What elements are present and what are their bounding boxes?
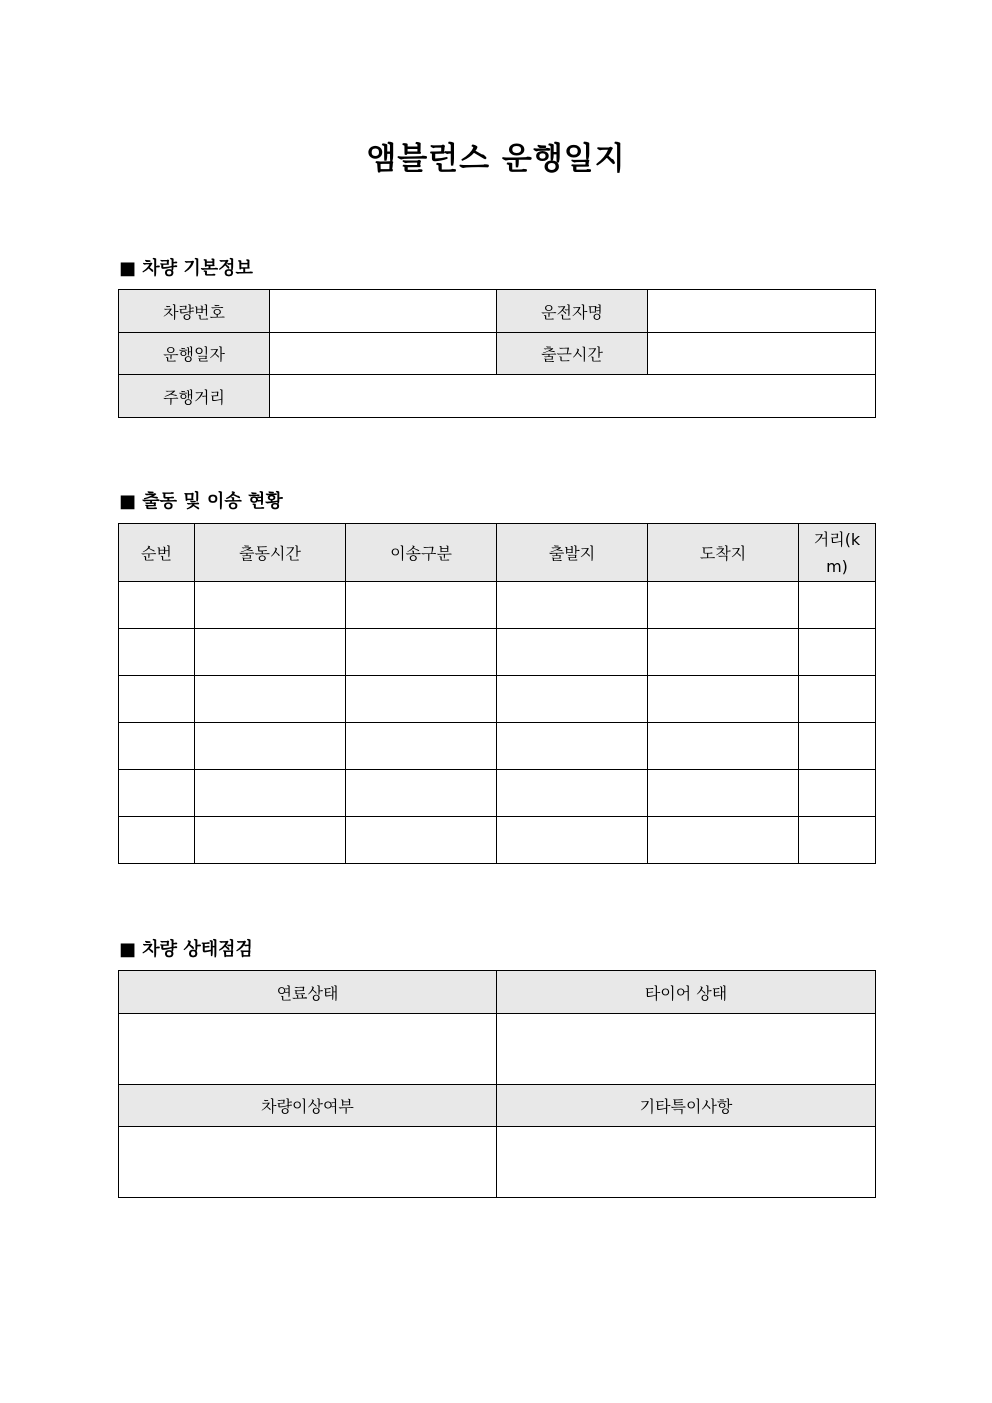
section-heading-dispatch: ■ 출동 및 이송 현황 xyxy=(119,491,283,512)
table-cell[interactable] xyxy=(119,817,195,864)
table-cell[interactable] xyxy=(346,770,497,817)
table-cell[interactable] xyxy=(119,770,195,817)
table-cell[interactable] xyxy=(497,582,648,629)
table-cell[interactable] xyxy=(346,817,497,864)
vehicle-info-table xyxy=(118,289,876,418)
operation-date-field[interactable] xyxy=(270,333,497,375)
vehicle-number-label: 차량번호 xyxy=(119,290,270,333)
table-row xyxy=(119,723,876,770)
col-distance-line1: 거리(k xyxy=(813,529,861,549)
table-row xyxy=(119,582,876,629)
driver-name-field[interactable] xyxy=(648,290,876,333)
table-cell[interactable] xyxy=(799,723,876,770)
departure-time-label: 출근시간 xyxy=(497,333,648,375)
table-cell[interactable] xyxy=(648,817,799,864)
col-dispatch-time: 출동시간 xyxy=(195,524,346,582)
table-cell[interactable] xyxy=(497,676,648,723)
table-cell[interactable] xyxy=(799,629,876,676)
table-cell[interactable] xyxy=(648,770,799,817)
table-cell[interactable] xyxy=(799,770,876,817)
driver-name-label: 운전자명 xyxy=(497,290,648,333)
table-cell[interactable] xyxy=(195,723,346,770)
table-row xyxy=(119,770,876,817)
table-cell[interactable] xyxy=(119,629,195,676)
table-cell[interactable] xyxy=(346,676,497,723)
table-cell[interactable] xyxy=(799,582,876,629)
col-origin: 출발지 xyxy=(497,524,648,582)
table-cell[interactable] xyxy=(195,676,346,723)
table-cell[interactable] xyxy=(497,770,648,817)
col-distance xyxy=(799,524,876,582)
table-cell[interactable] xyxy=(648,723,799,770)
remarks-field[interactable] xyxy=(497,1127,876,1198)
table-cell[interactable] xyxy=(346,723,497,770)
tire-status-label: 타이어 상태 xyxy=(497,971,876,1014)
table-cell[interactable] xyxy=(648,629,799,676)
col-destination: 도착지 xyxy=(648,524,799,582)
tire-status-field[interactable] xyxy=(497,1014,876,1085)
fuel-status-field[interactable] xyxy=(119,1014,497,1085)
fuel-status-label: 연료상태 xyxy=(119,971,497,1014)
table-cell[interactable] xyxy=(195,582,346,629)
section-heading-vehicle-info: ■ 차량 기본정보 xyxy=(119,258,253,279)
table-row xyxy=(119,676,876,723)
table-cell[interactable] xyxy=(648,582,799,629)
departure-time-field[interactable] xyxy=(648,333,876,375)
table-cell[interactable] xyxy=(119,676,195,723)
operation-date-label: 운행일자 xyxy=(119,333,270,375)
col-transfer-type: 이송구분 xyxy=(346,524,497,582)
dispatch-table xyxy=(118,523,876,864)
vehicle-abnormal-field[interactable] xyxy=(119,1127,497,1198)
table-row xyxy=(119,817,876,864)
col-seq: 순번 xyxy=(119,524,195,582)
mileage-label: 주행거리 xyxy=(119,375,270,418)
table-cell[interactable] xyxy=(346,629,497,676)
table-cell[interactable] xyxy=(497,817,648,864)
table-cell[interactable] xyxy=(648,676,799,723)
table-cell[interactable] xyxy=(195,817,346,864)
table-cell[interactable] xyxy=(497,629,648,676)
table-cell[interactable] xyxy=(346,582,497,629)
col-distance-line2: m) xyxy=(826,556,848,576)
inspection-table xyxy=(118,970,876,1198)
table-cell[interactable] xyxy=(119,723,195,770)
table-row xyxy=(119,629,876,676)
table-cell[interactable] xyxy=(195,629,346,676)
table-cell[interactable] xyxy=(195,770,346,817)
table-cell[interactable] xyxy=(799,817,876,864)
mileage-field[interactable] xyxy=(270,375,876,418)
vehicle-number-field[interactable] xyxy=(270,290,497,333)
page-title: 앰블런스 운행일지 xyxy=(366,141,626,177)
table-cell[interactable] xyxy=(119,582,195,629)
table-cell[interactable] xyxy=(799,676,876,723)
remarks-label: 기타특이사항 xyxy=(497,1085,876,1127)
vehicle-abnormal-label: 차량이상여부 xyxy=(119,1085,497,1127)
table-cell[interactable] xyxy=(497,723,648,770)
section-heading-inspection: ■ 차량 상태점검 xyxy=(119,939,253,960)
